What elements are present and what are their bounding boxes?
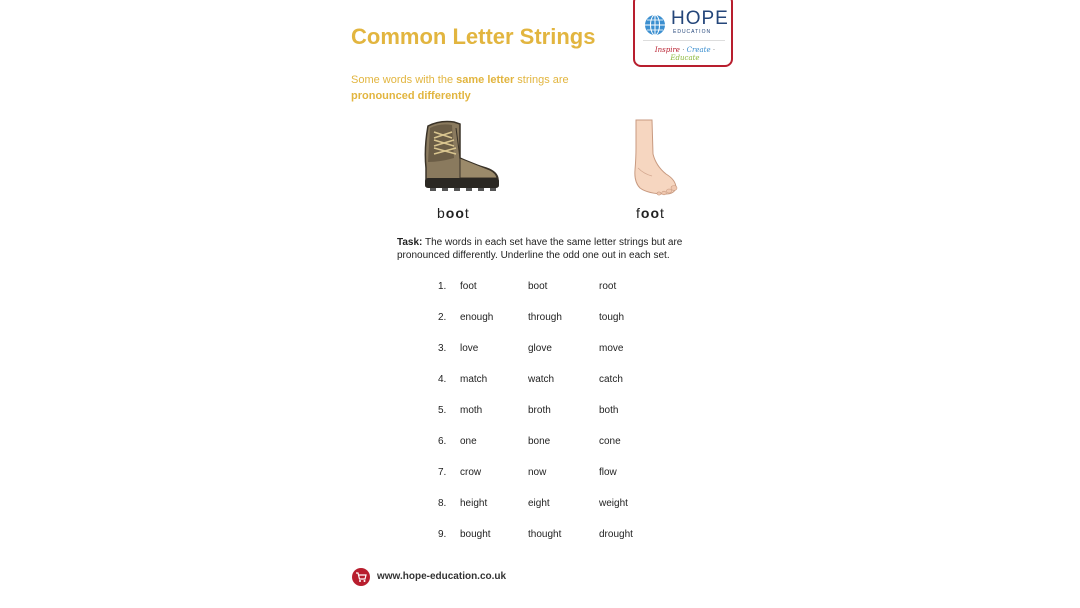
word-option[interactable]: drought	[599, 529, 633, 540]
example-word-boot	[437, 205, 470, 221]
word-set-number: 6.	[438, 436, 447, 447]
word-option[interactable]: move	[599, 343, 624, 354]
intro-part2: strings are	[514, 74, 569, 86]
word-option[interactable]: both	[599, 405, 619, 416]
word-option[interactable]: flow	[599, 467, 617, 478]
intro-bold2: pronounced differently	[351, 90, 471, 102]
foot-post: t	[660, 205, 665, 221]
hope-education-logo[interactable]	[633, 0, 733, 67]
boot-pre: b	[437, 205, 446, 221]
word-option[interactable]: eight	[528, 498, 550, 509]
boot-post: t	[464, 205, 470, 221]
word-option[interactable]: crow	[460, 467, 482, 478]
boot-icon	[420, 118, 502, 194]
word-option[interactable]: height	[460, 498, 488, 509]
word-option[interactable]: bone	[528, 436, 551, 447]
tagline-sep-1: ·	[682, 46, 685, 54]
tagline-sep-2: ·	[712, 46, 716, 54]
intro-bold1: same letter	[456, 74, 515, 86]
word-set-number: 3.	[438, 343, 447, 354]
boot-bold: oo	[445, 205, 465, 221]
word-set-number: 4.	[438, 374, 447, 385]
word-option[interactable]: broth	[528, 405, 551, 416]
word-set-number: 1.	[438, 281, 447, 292]
foot-bold: oo	[640, 205, 660, 221]
word-option[interactable]: through	[528, 312, 562, 323]
word-option[interactable]: cone	[599, 436, 621, 447]
word-option[interactable]: glove	[528, 343, 552, 354]
task-text: The words in each set have the same letter strings but are pronounced differently. Underline the odd one out in each set.	[397, 237, 683, 261]
tagline-inspire: Inspire	[654, 46, 680, 54]
page-title: Common Letter Strings	[351, 24, 596, 49]
word-option[interactable]: root	[599, 281, 617, 292]
word-set-number: 9.	[438, 529, 447, 540]
word-set-number: 5.	[438, 405, 447, 416]
word-option[interactable]: thought	[528, 529, 562, 540]
intro-part1: Some words with the	[351, 74, 457, 86]
word-option[interactable]: weight	[599, 498, 628, 509]
word-set-number: 8.	[438, 498, 447, 509]
foot-pre: f	[636, 205, 641, 221]
logo-tagline	[641, 46, 729, 62]
cart-icon[interactable]	[352, 568, 370, 586]
word-option[interactable]: bought	[460, 529, 491, 540]
word-option[interactable]: moth	[460, 405, 483, 416]
word-set-number: 7.	[438, 467, 447, 478]
word-option[interactable]: love	[460, 343, 479, 354]
word-option[interactable]: foot	[460, 281, 477, 292]
word-option[interactable]: enough	[460, 312, 494, 323]
word-option[interactable]: one	[460, 436, 477, 447]
word-option[interactable]: now	[528, 467, 547, 478]
footer-url-link[interactable]: www.hope-education.co.uk	[377, 571, 507, 582]
logo-name: HOPE	[671, 8, 729, 29]
word-option[interactable]: catch	[599, 374, 623, 385]
task-label: Task:	[397, 237, 423, 248]
word-set-number: 2.	[438, 312, 447, 323]
globe-icon	[644, 14, 666, 36]
foot-icon	[626, 118, 682, 196]
word-option[interactable]: boot	[528, 281, 548, 292]
word-option[interactable]: match	[460, 374, 488, 385]
logo-divider	[643, 40, 725, 41]
logo-subtitle: EDUCATION	[673, 29, 712, 35]
word-option[interactable]: tough	[599, 312, 625, 323]
task-instructions	[397, 236, 697, 262]
word-option[interactable]: watch	[528, 374, 555, 385]
tagline-create: Create	[686, 46, 711, 54]
tagline-educate: Educate	[670, 54, 700, 62]
intro-text	[351, 72, 611, 104]
example-word-foot	[636, 205, 665, 221]
